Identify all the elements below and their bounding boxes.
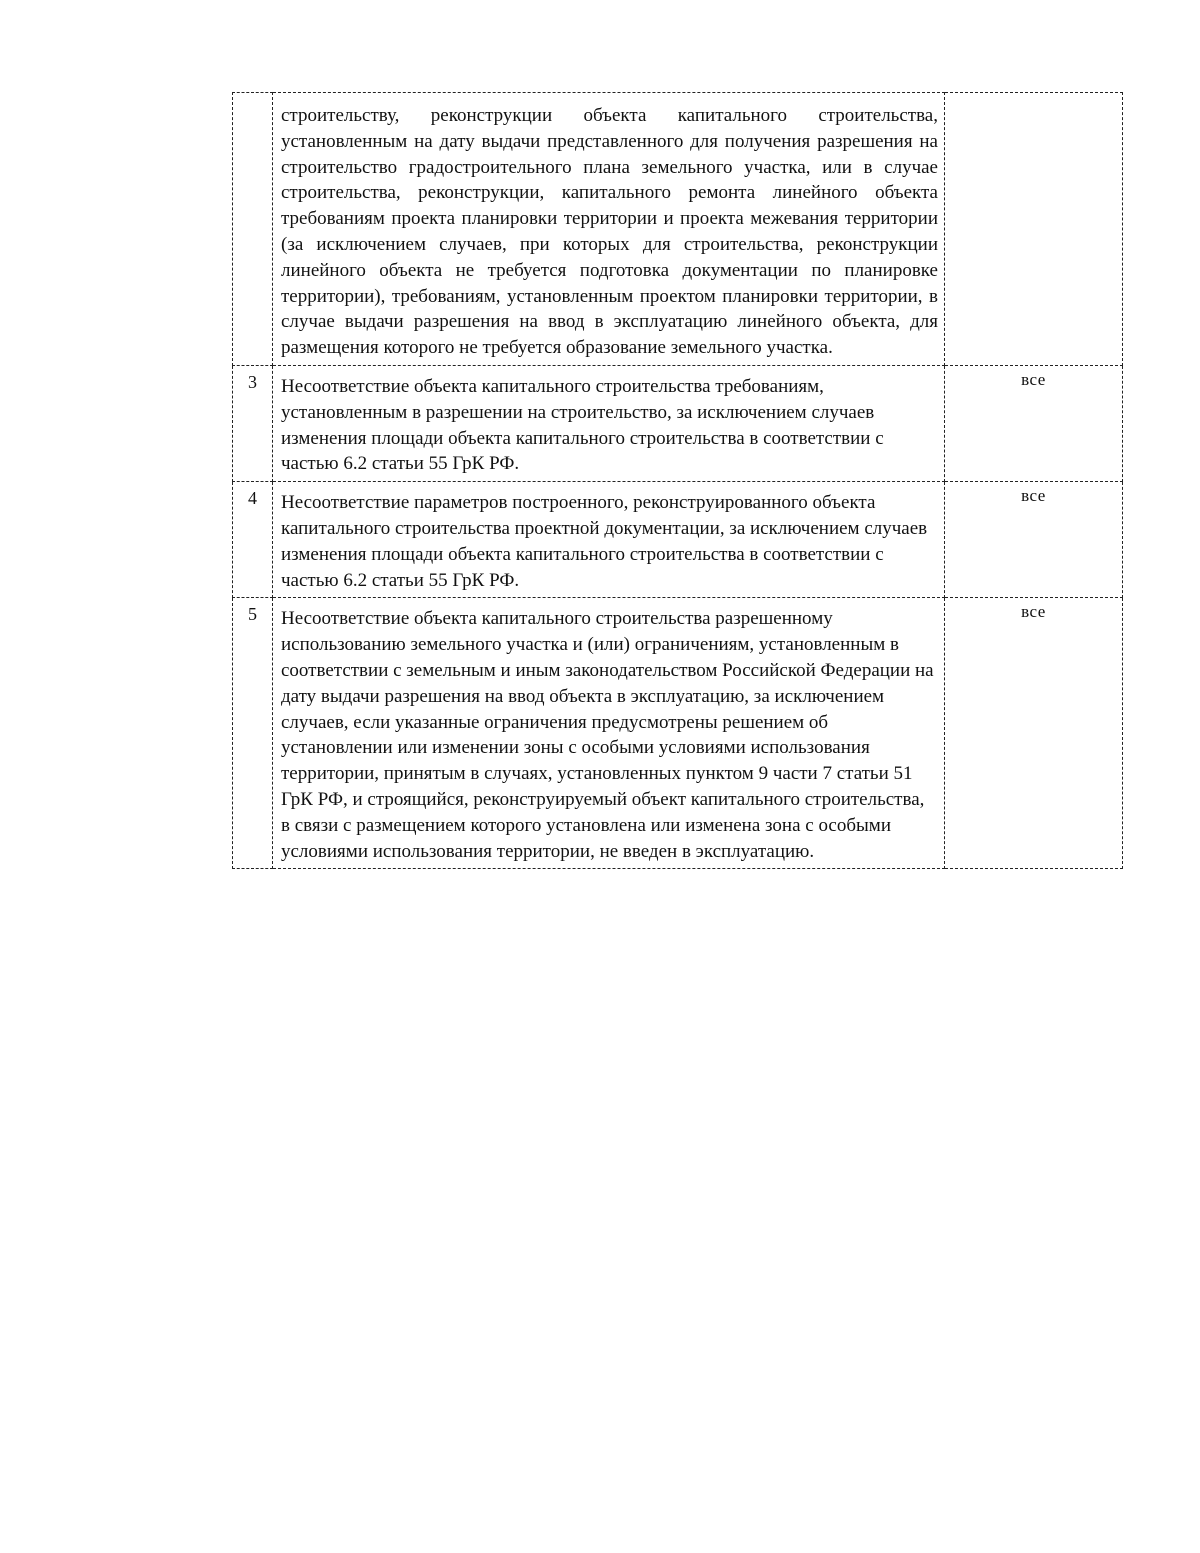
row-text: Несоответствие объекта капитального строительства разрешенному использованию земельного участка и (или) ограничениям, установленным в соответствии с земельным и иным законодательством Российской Федерации на дату выдачи разрешения на ввод объекта в эксплуатацию, за исключением случаев, если указанные ограничения предусмотрены решением об установлении или изменении зоны с особыми условиями использования территории, принятым в случаях, установленных пунктом 9 части 7 статьи 51 ГрК РФ, и строящийся, реконструируемый объект капитального строительства, в связи с размещением которого установлена или изменена зона с особыми условиями использования территории, не введен в эксплуатацию. bbox=[273, 598, 945, 869]
row-number bbox=[233, 93, 273, 366]
row-text: строительству, реконструкции объекта капитального строительства, установленным на дату выдачи представленного для получения разрешения на строительство градостроительного плана земельного участка, или в случае строительства, реконструкции, капитального ремонта линейного объекта требованиям проекта планировки территории и проекта межевания территории (за исключением случаев, при которых для строительства, реконструкции линейного объекта не требуется подготовка документации по планировке территории), требованиям, установленным проектом планировки территории, в случае выдачи разрешения на ввод в эксплуатацию линейного объекта, для размещения которого не требуется образование земельного участка. bbox=[273, 93, 945, 366]
row-part: все bbox=[945, 598, 1123, 869]
row-number: 4 bbox=[233, 482, 273, 598]
row-part bbox=[945, 93, 1123, 366]
table-row bbox=[233, 482, 1123, 598]
table-row bbox=[233, 365, 1123, 481]
row-text: Несоответствие объекта капитального строительства требованиям, установленным в разрешении на строительство, за исключением случаев изменения площади объекта капитального строительства в соответствии с частью 6.2 статьи 55 ГрК РФ. bbox=[273, 365, 945, 481]
row-number: 3 bbox=[233, 365, 273, 481]
row-text: Несоответствие параметров построенного, реконструированного объекта капитального строительства проектной документации, за исключением случаев изменения площади объекта капитального строительства в соответствии с частью 6.2 статьи 55 ГрК РФ. bbox=[273, 482, 945, 598]
row-part: все bbox=[945, 365, 1123, 481]
row-number: 5 bbox=[233, 598, 273, 869]
table-row bbox=[233, 93, 1123, 366]
table-row bbox=[233, 598, 1123, 869]
row-part: все bbox=[945, 482, 1123, 598]
refusal-grounds-table bbox=[232, 92, 1123, 869]
